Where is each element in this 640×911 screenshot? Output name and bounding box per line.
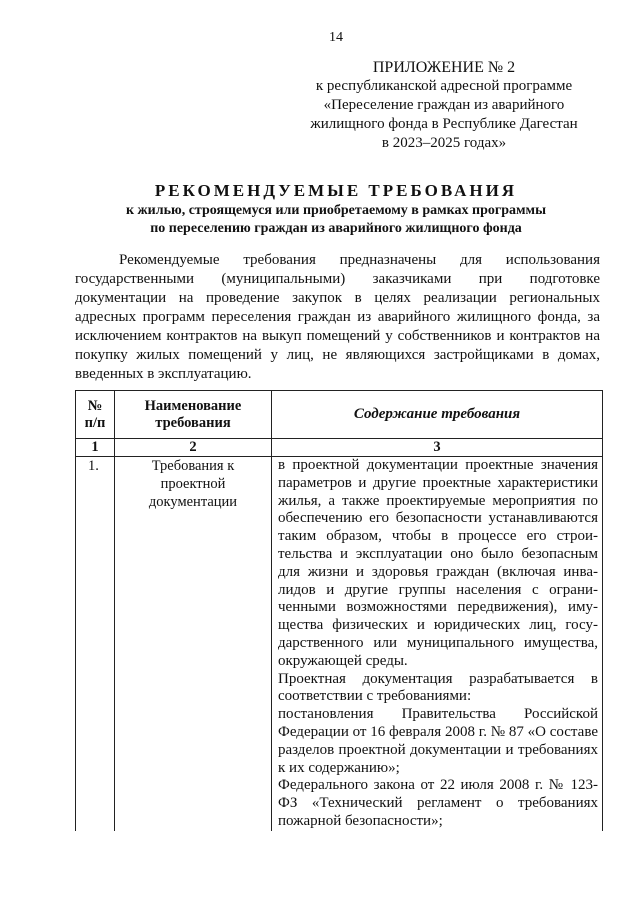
appendix-line: жилищного фонда в Республике Дагестан <box>310 116 578 132</box>
document-title: РЕКОМЕНДУЕМЫЕ ТРЕБОВАНИЯ <box>154 181 518 200</box>
table-header-row <box>76 391 603 439</box>
row-content <box>272 457 603 831</box>
header-num: № п/п <box>76 391 115 439</box>
appendix-header <box>294 58 594 153</box>
document-title-block <box>70 180 602 238</box>
header-content: Содержание требования <box>272 391 603 439</box>
column-number-row <box>76 439 603 457</box>
table-row <box>76 457 603 831</box>
document-subtitle: по переселению граждан из аварийного жилищного фонда <box>150 221 522 236</box>
content-paragraph: Федерального закона от 22 июля 2008 г. № 123-ФЗ «Технический регламент о требованиях пожарной безопасности»; <box>278 777 598 829</box>
appendix-line: к республиканской адресной программе <box>315 78 573 94</box>
document-subtitle: к жилью, строящемуся или приобретаемому в рамках программы <box>125 203 547 218</box>
appendix-title: ПРИЛОЖЕНИЕ № 2 <box>372 59 516 76</box>
header-name: Наименование требования <box>115 391 272 439</box>
row-name: Требования к проектной документации <box>115 457 272 831</box>
intro-paragraph: Рекомендуемые требования предназначены для использования государственными (муниципальными) заказчиками при подготовке документации на проведение закупок в целях реализации региональных адресных программ переселения граждан из аварийного жилищного фонда, за исключением контрактов на выкуп помещений у собственников и контрактов на покупку жилых помещений у лиц, не являющихся застройщиками в домах, введенных в эксплуатацию. <box>75 252 600 382</box>
column-number: 2 <box>115 439 272 457</box>
page-number: 14 <box>329 30 343 45</box>
appendix-line: «Переселение граждан из аварийного <box>323 97 565 113</box>
content-paragraph: в проектной документации проектные значения параметров и другие проектные характеристики жилья, а также проектируемые мероприятия по обеспечению его безопасности устанавливаются таким образом, чтобы в процессе его строи- тельства и эксплуатации оно было безопасным для жизни и здоровья граждан (включая инва- лидов и другие группы населения с ограни- ченными возможностями передвижения), иму- щества физических и юридических лиц, госу- дарственного или муниципального имущества, окружающей среды. <box>278 457 598 669</box>
requirements-table <box>75 390 603 831</box>
content-paragraph: постановления Правительства Российской Федерации от 16 февраля 2008 г. № 87 «О составе разделов проектной документации и требованиях к их содержанию»; <box>278 706 598 776</box>
row-number: 1. <box>76 457 115 831</box>
column-number: 1 <box>76 439 115 457</box>
column-number: 3 <box>272 439 603 457</box>
content-paragraph: Проектная документация разрабатывается в соответствии с требованиями: <box>278 670 598 705</box>
appendix-line: в 2023–2025 годах» <box>381 135 507 151</box>
